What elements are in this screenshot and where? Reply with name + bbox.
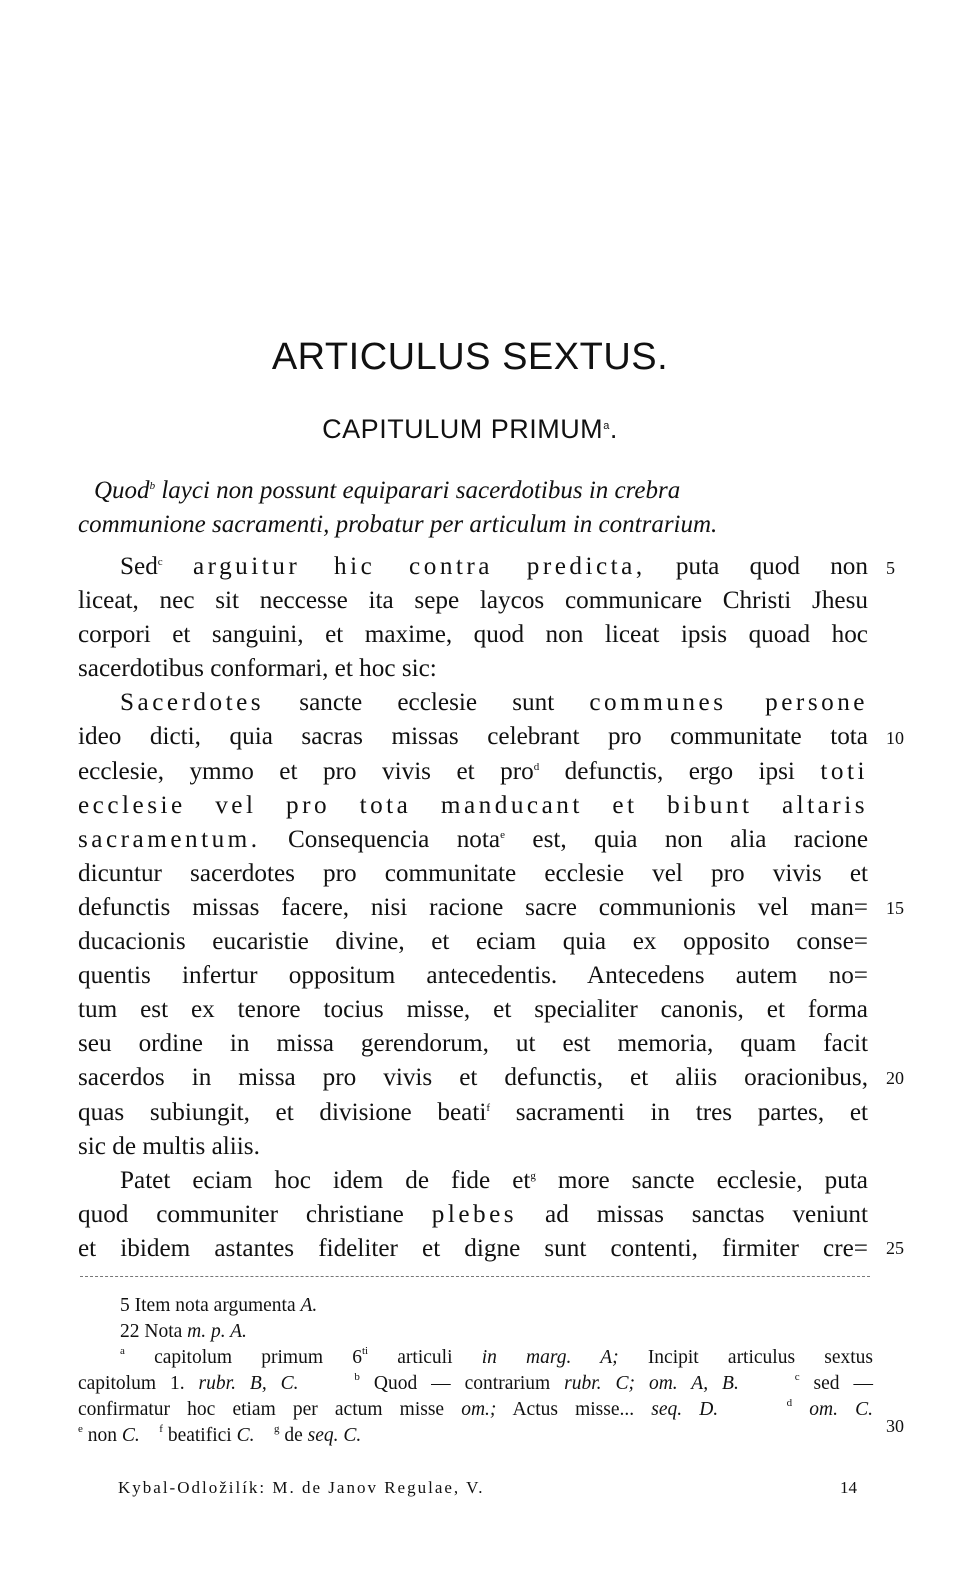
text-line — [78, 789, 868, 823]
text-line: et ibidem astantes fideliter et digne sunt contenti, firmiter cre= — [78, 1234, 868, 1262]
note-line — [78, 1345, 873, 1371]
footnote-mark: e — [78, 1423, 83, 1435]
note-text: 5 Item nota argumenta — [120, 1295, 301, 1316]
text-segment: puta quod non — [645, 553, 868, 580]
text-segment: sacramenti in tres partes, et — [490, 1098, 868, 1126]
note-text: C. — [121, 1425, 140, 1446]
footnote-separator — [80, 1276, 870, 1277]
note-text: de — [279, 1425, 308, 1446]
footnote-mark: c — [157, 556, 163, 568]
note-text: rubr. C; om. A, B. — [564, 1373, 739, 1394]
note-text: om.; — [461, 1399, 497, 1420]
note-text: C. — [236, 1425, 255, 1446]
chapter-title-end: . — [609, 414, 618, 444]
footnote-mark: b — [354, 1371, 360, 1383]
text-line: seu ordine in missa gerendorum, ut est memoria, quam facit — [78, 1030, 868, 1058]
note-text: articuli — [368, 1347, 482, 1368]
text-segment: sancte ecclesie sunt — [264, 689, 590, 717]
note-text: beatifici — [162, 1425, 237, 1446]
note-line — [78, 1423, 873, 1449]
text-line — [78, 755, 868, 789]
line-number: 10 — [886, 728, 904, 748]
text-line — [78, 823, 868, 857]
text-segment: ecclesie, ymmo et pro vivis et pro — [78, 757, 534, 785]
footnote-mark: d — [533, 760, 540, 773]
note-line — [78, 1371, 873, 1397]
footnote-mark: f — [159, 1423, 163, 1435]
note-line — [78, 1293, 873, 1319]
footnote-mark: f — [486, 1101, 491, 1114]
text-line: liceat, nec sit neccesse ita sepe laycos communicare Christi Jhesu — [78, 587, 868, 615]
running-footer: Kybal-Odložilík: M. de Janov Regulae, V. — [118, 1478, 485, 1497]
note-text: A. — [300, 1295, 318, 1316]
text-segment: quod communiter christiane — [78, 1200, 432, 1228]
spaced-text: arguitur hic contra predicta, — [192, 553, 646, 580]
article-title: ARTICULUS SEXTUS. — [271, 336, 669, 378]
apparatus — [78, 1293, 873, 1449]
text-segment: Patet eciam hoc idem de fide et — [120, 1166, 531, 1194]
rubric-first-word: Quod — [94, 477, 150, 504]
note-text: Quod — contrarium — [359, 1373, 565, 1394]
note-text: seq. C. — [307, 1425, 362, 1446]
footnote-mark: g — [530, 1169, 536, 1182]
footnote-mark: g — [273, 1423, 280, 1435]
rubric-line: communione sacramenti, probatur per articulum in contrarium. — [78, 511, 718, 538]
text-segment: more sancte ecclesie, puta — [535, 1166, 868, 1194]
body-text — [78, 550, 868, 1266]
text-line: dicuntur sacerdotes pro communitate ecclesie vel pro vivis et — [78, 859, 868, 887]
text-line: defunctis missas facere, nisi racione sacre communionis vel man= — [78, 893, 868, 921]
text-segment: ad missas sanctas veniunt — [517, 1200, 869, 1228]
note-text: non — [82, 1425, 122, 1446]
text-line: ducacionis eucaristie divine, et eciam quia ex opposito conse= — [78, 928, 868, 956]
spaced-text: communes persone — [589, 689, 868, 717]
note-text: sed — — [799, 1373, 874, 1394]
footnote-mark: b — [149, 480, 156, 492]
note-line — [78, 1319, 873, 1345]
footnote-mark: d — [786, 1397, 793, 1409]
chapter-title — [0, 414, 940, 445]
text-line: ideo dicti, quia sacras missas celebrant pro communitate tota — [78, 723, 868, 751]
spaced-text: sacramentum. — [78, 825, 261, 853]
note-line — [78, 1397, 873, 1423]
line-number: 20 — [886, 1068, 904, 1088]
spaced-text: toti — [820, 757, 868, 785]
text-segment: quas subiungit, et divisione beati — [78, 1098, 487, 1126]
text-segment: defunctis, ergo ipsi — [539, 757, 821, 785]
text-line: quentis infertur oppositum antecedentis. Antecedens autem no= — [78, 962, 868, 990]
text-line: sacerdotibus conformari, et hoc sic: — [78, 655, 437, 683]
line-number: 25 — [886, 1238, 904, 1258]
footnote-mark: c — [794, 1371, 800, 1383]
text-line: sic de multis aliis. — [78, 1132, 260, 1160]
spaced-text: plebes — [431, 1200, 518, 1228]
text-line — [78, 1096, 868, 1130]
spaced-text: Sacerdotes — [120, 689, 265, 717]
rubric-line — [78, 474, 878, 508]
text-line — [78, 686, 868, 720]
text-line: corpori et sanguini, et maxime, quod non liceat ipsis quoad hoc — [78, 621, 868, 649]
note-text: capitolum primum 6 — [124, 1347, 362, 1368]
text-segment: est, quia non alia racione — [504, 825, 869, 853]
note-text: om. C. — [809, 1399, 874, 1420]
note-text: in marg. A; — [481, 1347, 619, 1368]
page-number: 14 — [840, 1478, 857, 1497]
note-text: 22 Nota — [120, 1321, 188, 1342]
text-segment: Sed — [120, 553, 158, 580]
text-line: tum est ex tenore tocius misse, et specialiter canonis, et forma — [78, 996, 868, 1024]
note-text: Actus misse... — [496, 1399, 652, 1420]
text-segment: Consequencia nota — [260, 825, 501, 853]
text-line — [78, 550, 868, 584]
note-text: m. p. A. — [187, 1321, 247, 1342]
note-text: capitolum 1. — [78, 1373, 199, 1394]
line-number: 5 — [886, 558, 895, 578]
footnote-mark: a — [120, 1345, 125, 1357]
text-line — [78, 1164, 868, 1198]
note-text: confirmatur hoc etiam per actum misse — [78, 1399, 462, 1420]
chapter-title-text: CAPITULUM PRIMUM — [322, 414, 604, 444]
rubric — [78, 474, 878, 542]
note-text: rubr. B, C. — [198, 1373, 299, 1394]
text-line: sacerdos in missa pro vivis et defunctis, et aliis oracionibus, — [78, 1064, 868, 1092]
line-number: 30 — [886, 1416, 904, 1436]
spaced-text: ecclesie vel pro tota manducant et bibunt altaris — [78, 791, 868, 819]
note-text: Incipit articulus sextus — [618, 1347, 873, 1368]
note-text: seq. D. — [651, 1399, 719, 1420]
superscript: ti — [361, 1345, 369, 1357]
text-line — [78, 1198, 868, 1232]
footnote-mark: a — [603, 420, 610, 432]
footnote-mark: e — [500, 828, 505, 841]
line-number: 15 — [886, 898, 904, 918]
rubric-text: layci non possunt equiparari sacerdotibus in crebra — [155, 477, 681, 504]
